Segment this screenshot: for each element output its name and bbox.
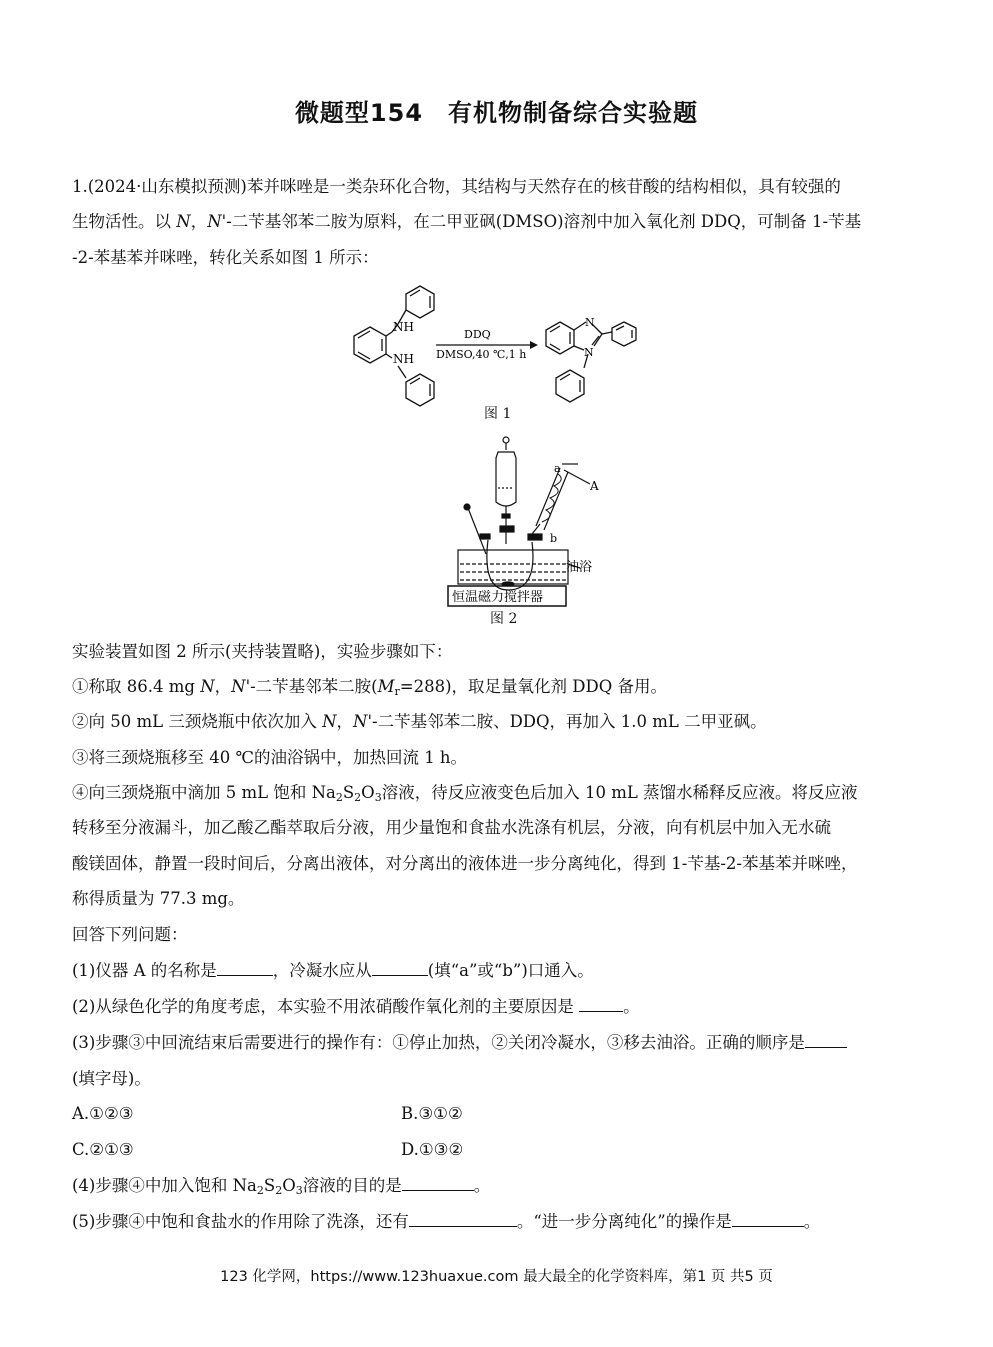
apparatus-figure [440, 430, 610, 610]
stirrer-label: 恒温磁力搅拌器 [452, 590, 544, 605]
step-3: ③将三颈烧瓶移至 40 ℃的油浴锅中，加热回流 1 h。 [72, 748, 468, 767]
sub-question-2: (2)从绿色化学的角度考虑，本实验不用浓硝酸作氧化剂的主要原因是 。 [72, 997, 640, 1016]
sub-question-3-cont: (填字母)。 [72, 1069, 151, 1088]
answer-blank[interactable] [372, 959, 428, 976]
sub-question-5: (5)步骤④中饱和食盐水的作用除了洗涤，还有 。“进一步分离纯化”的操作是 。 [72, 1212, 821, 1231]
step-4-line-3: 酸镁固体，静置一段时间后，分离出液体，对分离出的液体进一步分离纯化，得到 1-苄基-2-苯基苯并咪唑， [72, 854, 858, 873]
step-4-line-4: 称得质量为 77.3 mg。 [72, 889, 245, 908]
ring-n-bottom: N [584, 346, 594, 359]
central-ring [354, 327, 386, 363]
figure-2-caption: 图 2 [490, 611, 518, 627]
answer-blank[interactable] [409, 1210, 517, 1227]
answer-blank[interactable] [805, 1031, 847, 1048]
arrow-conditions: DMSO,40 ℃,1 h [436, 348, 527, 361]
setup-text: 实验装置如图 2 所示(夹持装置略)，实验步骤如下： [72, 642, 453, 661]
oil-bath-label: 油浴 [566, 560, 593, 575]
answer-blank[interactable] [402, 1174, 474, 1191]
answer-prompt: 回答下列问题： [72, 925, 188, 944]
question-intro-line-2: 生物活性。以 N，N'-二苄基邻苯二胺为原料，在二甲亚砜(DMSO)溶剂中加入氧化剂 DDQ，可制备 1-苄基 [72, 212, 862, 231]
figure-1-caption: 图 1 [484, 406, 512, 422]
option-B[interactable]: B.③①② [401, 1104, 463, 1123]
option-C[interactable]: C.②①③ [72, 1140, 134, 1159]
answer-blank[interactable] [579, 995, 623, 1012]
nh-label-top: NH [393, 320, 414, 334]
question-intro-line-1: 1.(2024·山东模拟预测)苯并咪唑是一类杂环化合物，其结构与天然存在的核苷酸的结构相似，具有较强的 [72, 177, 841, 196]
answer-blank[interactable] [217, 959, 273, 976]
step-4-line-2: 转移至分液漏斗，加乙酸乙酯萃取后分液，用少量饱和食盐水洗涤有机层，分液，向有机层中加入无水硫 [72, 818, 831, 837]
sub-question-3: (3)步骤③中回流结束后需要进行的操作有：①停止加热，②关闭冷凝水，③移去油浴。正确的顺序是 [72, 1031, 847, 1055]
instrument-label-A: A [590, 479, 599, 493]
sub-question-1: (1)仪器 A 的名称是 ，冷凝水应从 (填“a”或“b”)口通入。 [72, 961, 594, 980]
port-label-a: a [554, 462, 561, 475]
answer-blank[interactable] [732, 1210, 804, 1227]
nh-label-bottom: NH [393, 352, 414, 366]
question-intro-line-3: -2-苯基苯并咪唑，转化关系如图 1 所示： [72, 248, 379, 267]
option-A[interactable]: A.①②③ [72, 1104, 134, 1123]
sub-question-4: (4)步骤④中加入饱和 $Na_2S_2O_3$溶液的目的是 。 [72, 1176, 491, 1197]
step-1: ①称取 86.4 mg N，N'-二苄基邻苯二胺$(M_r=288)$，取足量氧化剂 DDQ 备用。 [72, 677, 668, 698]
step-2: ②向 50 mL 三颈烧瓶中依次加入 N，N'-二苄基邻苯二胺、DDQ，再加入 1.0 mL 二甲亚砜。 [72, 712, 767, 731]
step-4-line-1: ④向三颈烧瓶中滴加 5 mL 饱和 $Na_2S_2O_3$溶液，待反应液变色后加入 10 mL 蒸馏水稀释反应液。将反应液 [72, 783, 858, 804]
ring-n-top: N [585, 316, 595, 329]
page-title: 微题型154 有机物制备综合实验题 [294, 99, 699, 127]
option-D[interactable]: D.①③② [401, 1140, 464, 1159]
arrow-reagent: DDQ [464, 328, 491, 341]
reaction-scheme-figure [340, 282, 660, 412]
page-footer: 123 化学网，https://www.123huaxue.com 最大最全的化学资料库，第1 页 共5 页 [220, 1269, 773, 1285]
port-label-b: b [550, 532, 558, 545]
